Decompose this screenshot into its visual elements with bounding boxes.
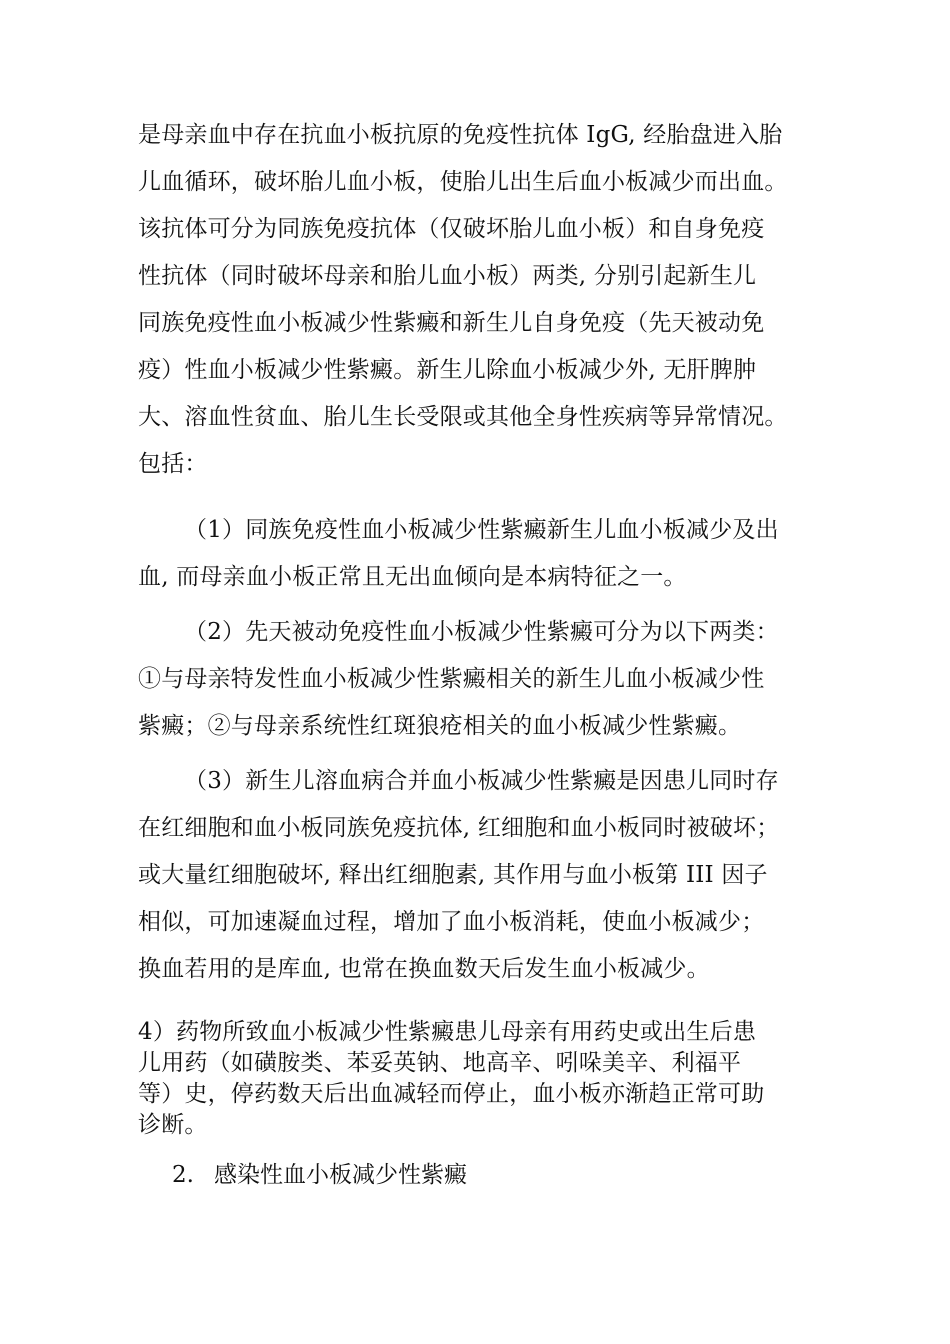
text-line: 疫）性血小板减少性紫癜。新生儿除血小板减少外, 无肝脾肿 bbox=[138, 357, 757, 383]
text-line: 在红细胞和血小板同族免疫抗体, 红细胞和血小板同时被破坏； bbox=[138, 815, 780, 841]
text-line: 儿用药（如磺胺类、苯妥英钠、地高辛、吲哚美辛、利福平 bbox=[138, 1050, 742, 1076]
text-line: 血, 而母亲血小板正常且无出血倾向是本病特征之一。 bbox=[138, 564, 687, 590]
text-line: 相似，可加速凝血过程，增加了血小板消耗，使血小板减少； bbox=[138, 909, 765, 935]
text-line: （2）先天被动免疫性血小板减少性紫癜可分为以下两类： bbox=[184, 619, 779, 645]
text-line: 该抗体可分为同族免疫抗体（仅破坏胎儿血小板）和自身免疫 bbox=[138, 216, 765, 242]
text-line: 诊断。 bbox=[138, 1112, 208, 1138]
text-line: 儿血循环，破坏胎儿血小板，使胎儿出生后血小板减少而出血。 bbox=[138, 169, 788, 195]
paragraph-item-2 bbox=[138, 609, 838, 750]
paragraph-item-4 bbox=[138, 1017, 838, 1141]
text-line: 4）药物所致血小板减少性紫癜患儿母亲有用药史或出生后患 bbox=[138, 1019, 757, 1045]
paragraph-item-3 bbox=[138, 758, 838, 993]
text-line: 紫癜；②与母亲系统性红斑狼疮相关的血小板减少性紫癜。 bbox=[138, 713, 742, 739]
text-line: 大、溶血性贫血、胎儿生长受限或其他全身性疾病等异常情况。 bbox=[138, 404, 788, 430]
text-line: 性抗体（同时破坏母亲和胎儿血小板）两类, 分别引起新生儿 bbox=[138, 263, 757, 289]
text-line: 或大量红细胞破坏, 释出红细胞素, 其作用与血小板第 III 因子 bbox=[138, 862, 768, 888]
paragraph-item-1 bbox=[138, 507, 838, 601]
text-line: 同族免疫性血小板减少性紫癜和新生儿自身免疫（先天被动免 bbox=[138, 310, 765, 336]
text-line: 换血若用的是库血, 也常在换血数天后发生血小板减少。 bbox=[138, 956, 710, 982]
section-heading bbox=[172, 1160, 467, 1191]
text-line: （1）同族免疫性血小板减少性紫癜新生儿血小板减少及出 bbox=[184, 517, 779, 543]
text-line: （3）新生儿溶血病合并血小板减少性紫癜是因患儿同时存 bbox=[184, 768, 779, 794]
text-line: ①与母亲特发性血小板减少性紫癜相关的新生儿血小板减少性 bbox=[138, 666, 765, 692]
text-line: 包括： bbox=[138, 451, 208, 477]
section-title: 感染性血小板减少性紫癜 bbox=[214, 1162, 467, 1188]
paragraph-antibody-intro bbox=[138, 112, 838, 488]
section-number: 2. bbox=[172, 1162, 194, 1188]
text-line: 等）史，停药数天后出血减轻而停止，血小板亦渐趋正常可助 bbox=[138, 1081, 765, 1107]
text-line: 是母亲血中存在抗血小板抗原的免疫性抗体 IgG, 经胎盘进入胎 bbox=[138, 122, 783, 148]
